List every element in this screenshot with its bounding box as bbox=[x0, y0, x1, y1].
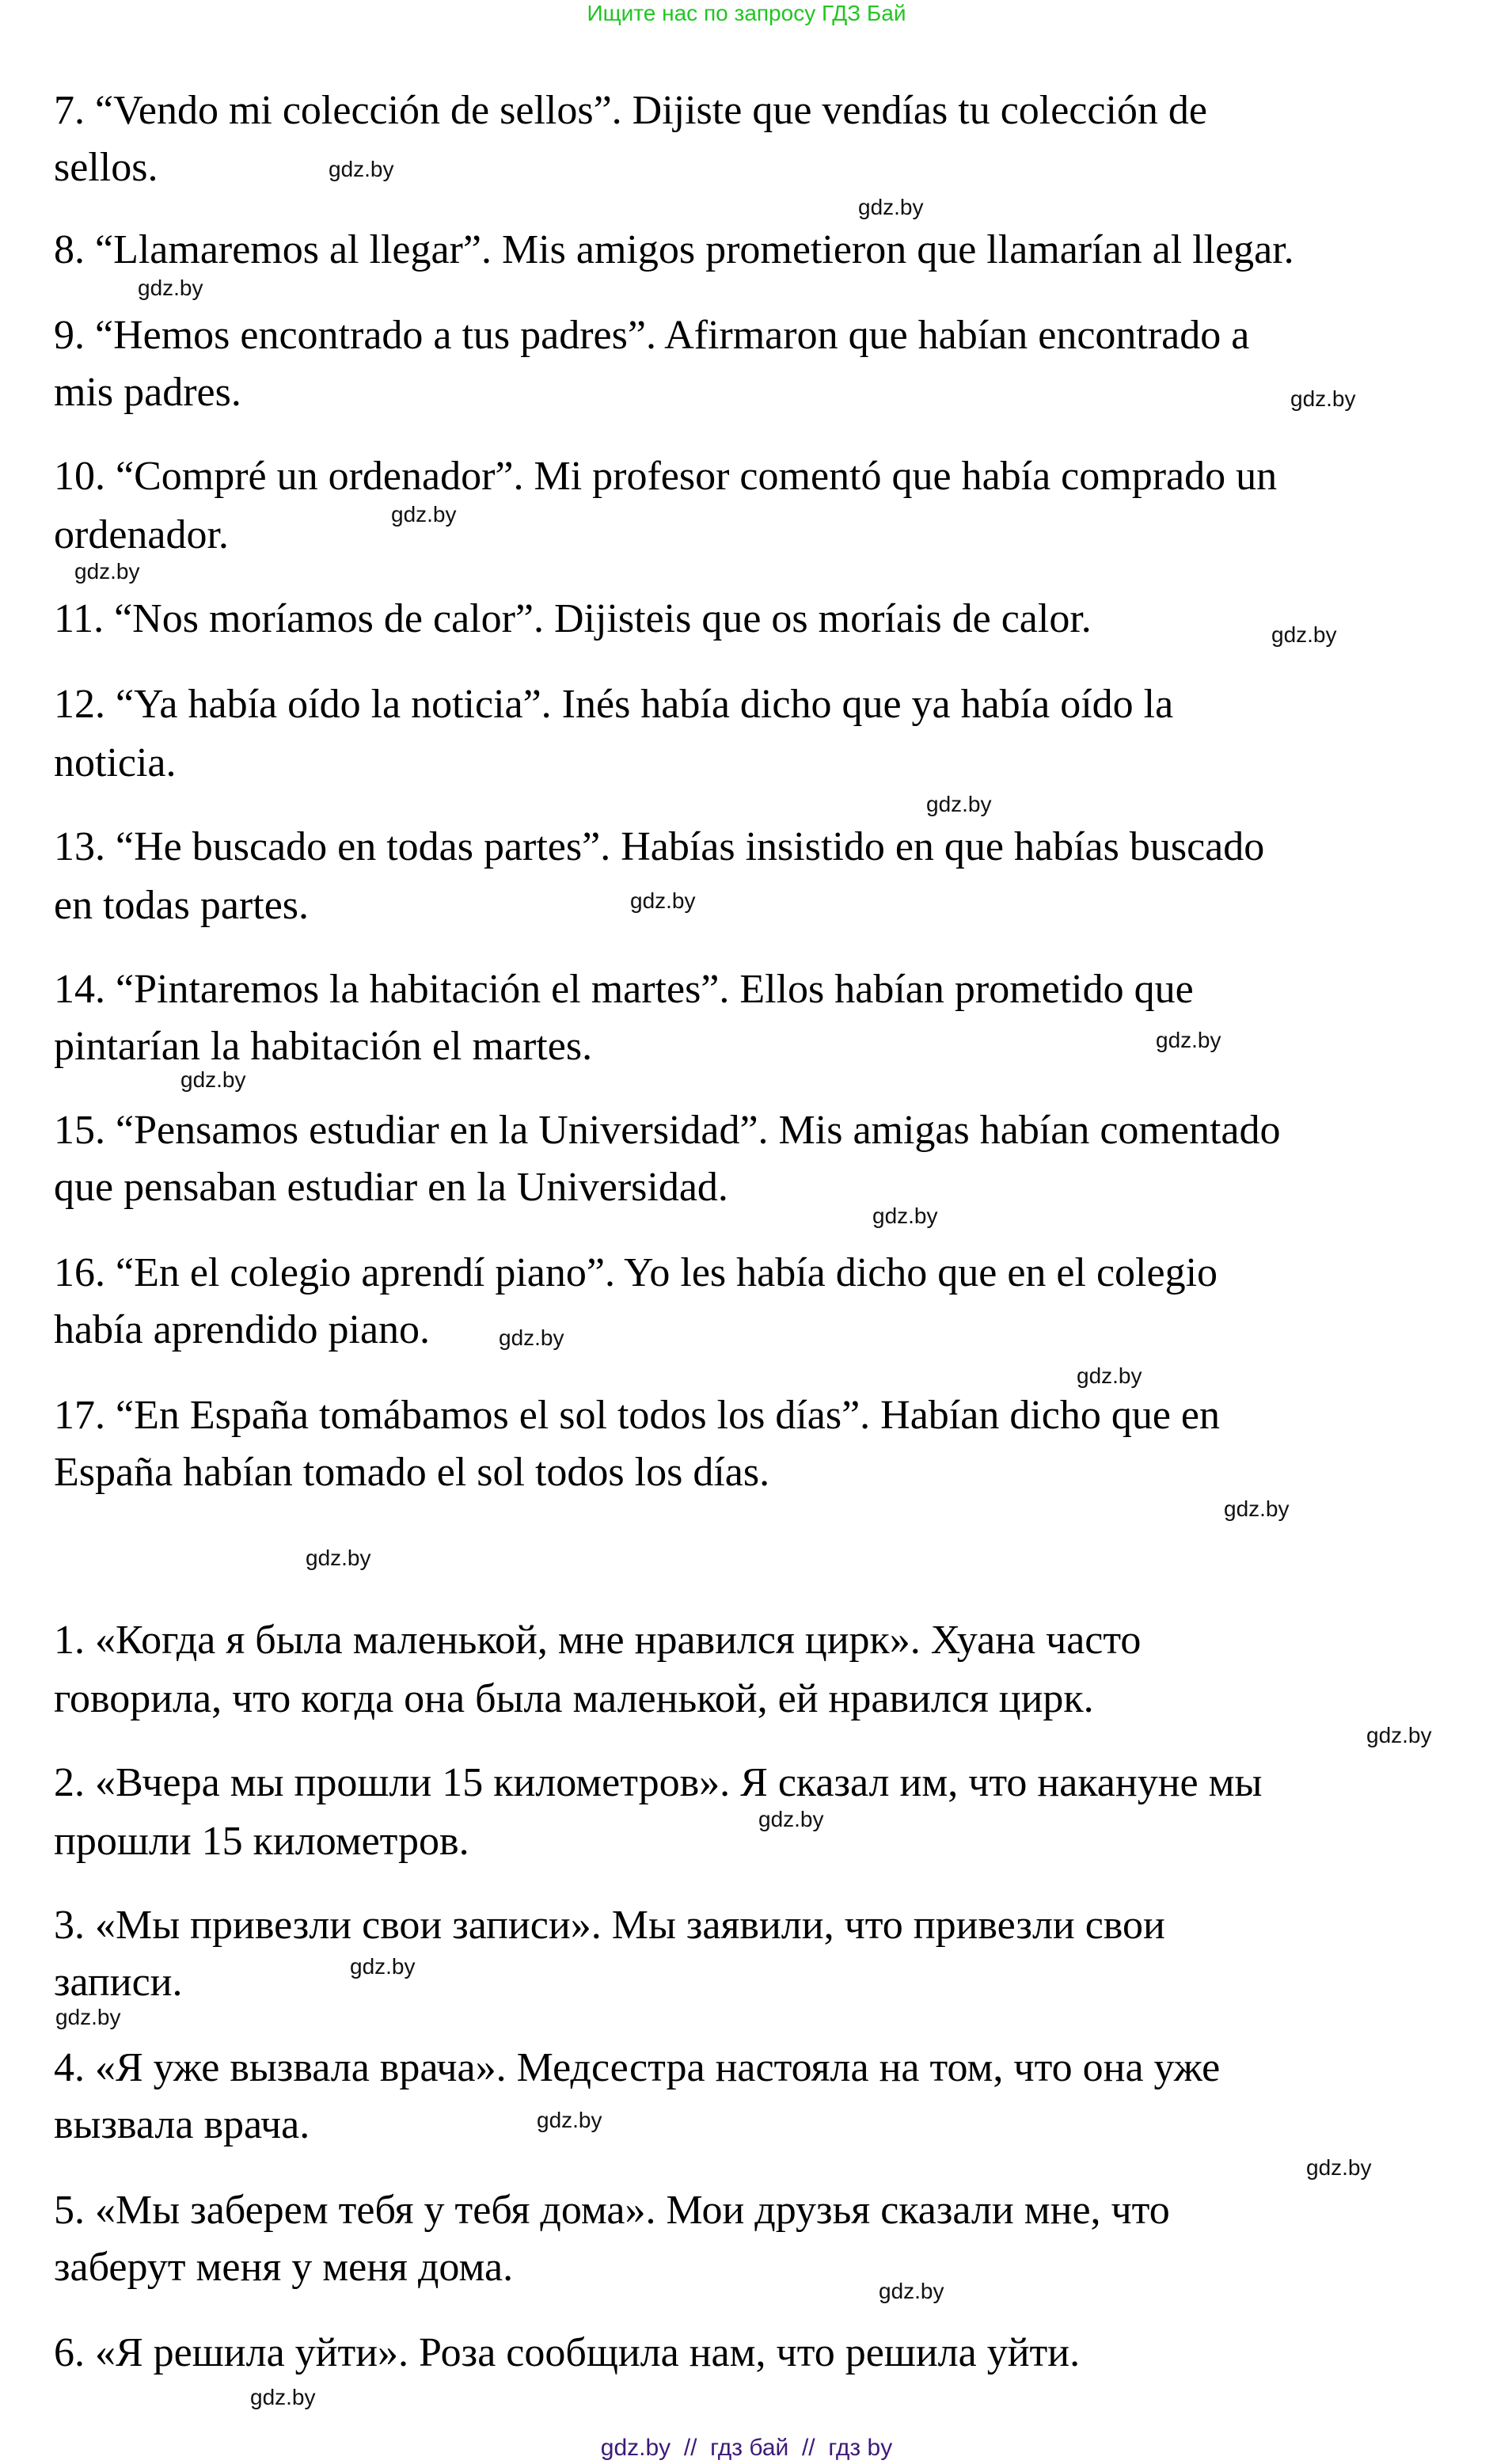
watermark: gdz.by bbox=[180, 1067, 246, 1092]
watermark: gdz.by bbox=[758, 1807, 824, 1831]
watermark: gdz.by bbox=[306, 1546, 371, 1570]
item-ru-4-line-2: вызвала врача. bbox=[54, 2102, 310, 2147]
watermark: gdz.by bbox=[1077, 1363, 1142, 1388]
watermark: gdz.by bbox=[1306, 2155, 1372, 2180]
item-ru-2-line-1: 2. «Вчера мы прошли 15 километров». Я сказал им, что накануне мы bbox=[54, 1760, 1263, 1805]
watermark: gdz.by bbox=[630, 888, 696, 913]
watermark: gdz.by bbox=[499, 1325, 564, 1350]
watermark: gdz.by bbox=[537, 2108, 602, 2132]
item-14-line-1: 14. “Pintaremos la habitación el martes”. Ellos habían prometido que bbox=[54, 967, 1194, 1012]
item-ru-5-line-2: заберут меня у меня дома. bbox=[54, 2245, 514, 2290]
site-footer-links: gdz.by // гдз бай // гдз by bbox=[600, 2435, 893, 2461]
item-7-line-1: 7. “Vendo mi colección de sellos”. Dijiste que vendías tu colección de bbox=[54, 88, 1207, 133]
watermark: gdz.by bbox=[1366, 1723, 1432, 1747]
item-10-line-1: 10. “Compré un ordenador”. Mi profesor comentó que había comprado un bbox=[54, 454, 1278, 499]
watermark: gdz.by bbox=[329, 157, 394, 181]
item-ru-2-line-2: прошли 15 километров. bbox=[54, 1819, 469, 1864]
item-17-line-2: España habían tomado el sol todos los días. bbox=[54, 1450, 770, 1495]
item-ru-1-line-1: 1. «Когда я была маленькой, мне нравился цирк». Хуана часто bbox=[54, 1618, 1142, 1663]
item-ru-3-line-1: 3. «Мы привезли свои записи». Мы заявили, что привезли свои bbox=[54, 1903, 1165, 1948]
watermark: gdz.by bbox=[879, 2279, 944, 2303]
item-8-line-1: 8. “Llamaremos al llegar”. Mis amigos prometieron que llamarían al llegar. bbox=[54, 227, 1294, 272]
item-14-line-2: pintarían la habitación el martes. bbox=[54, 1024, 593, 1069]
watermark: gdz.by bbox=[1290, 386, 1356, 411]
watermark: gdz.by bbox=[1224, 1496, 1290, 1521]
watermark: gdz.by bbox=[1156, 1028, 1221, 1052]
item-15-line-2: que pensaban estudiar en la Universidad. bbox=[54, 1165, 728, 1210]
watermark: gdz.by bbox=[391, 502, 457, 527]
item-10-line-2: ordenador. bbox=[54, 512, 229, 557]
watermark: gdz.by bbox=[872, 1203, 938, 1228]
item-15-line-1: 15. “Pensamos estudiar en la Universidad”. Mis amigas habían comentado bbox=[54, 1108, 1281, 1153]
item-16-line-2: había aprendido piano. bbox=[54, 1307, 431, 1352]
item-12-line-2: noticia. bbox=[54, 740, 177, 785]
item-9-line-1: 9. “Hemos encontrado a tus padres”. Afirmaron que habían encontrado a bbox=[54, 313, 1250, 358]
item-ru-3-line-2: записи. bbox=[54, 1960, 183, 2005]
item-ru-5-line-1: 5. «Мы заберем тебя у тебя дома». Мои друзья сказали мне, что bbox=[54, 2188, 1170, 2233]
item-16-line-1: 16. “En el colegio aprendí piano”. Yo les había dicho que en el colegio bbox=[54, 1250, 1218, 1295]
watermark: gdz.by bbox=[138, 276, 203, 300]
item-11-line-1: 11. “Nos moríamos de calor”. Dijisteis que os moríais de calor. bbox=[54, 596, 1092, 641]
watermark: gdz.by bbox=[350, 1954, 416, 1979]
item-ru-4-line-1: 4. «Я уже вызвала врача». Медсестра настояла на том, что она уже bbox=[54, 2045, 1221, 2090]
watermark: gdz.by bbox=[250, 2385, 316, 2409]
item-ru-1-line-2: говорила, что когда она была маленькой, ей нравился цирк. bbox=[54, 1676, 1094, 1721]
watermark: gdz.by bbox=[858, 195, 924, 219]
item-ru-6-line-1: 6. «Я решила уйти». Роза сообщила нам, что решила уйти. bbox=[54, 2330, 1081, 2375]
watermark: gdz.by bbox=[74, 559, 140, 584]
item-7-line-2: sellos. bbox=[54, 145, 158, 190]
item-12-line-1: 12. “Ya había oído la noticia”. Inés había dicho que ya había oído la bbox=[54, 682, 1174, 727]
watermark: gdz.by bbox=[1271, 622, 1337, 647]
item-9-line-2: mis padres. bbox=[54, 370, 241, 415]
item-13-line-2: en todas partes. bbox=[54, 883, 310, 928]
search-hint-banner: Ищите нас по запросу ГДЗ Бай bbox=[587, 1, 906, 25]
watermark: gdz.by bbox=[55, 2005, 121, 2029]
watermark: gdz.by bbox=[926, 792, 992, 816]
item-17-line-1: 17. “En España tomábamos el sol todos los días”. Habían dicho que en bbox=[54, 1393, 1221, 1438]
item-13-line-1: 13. “He buscado en todas partes”. Habías insistido en que habías buscado bbox=[54, 824, 1265, 869]
